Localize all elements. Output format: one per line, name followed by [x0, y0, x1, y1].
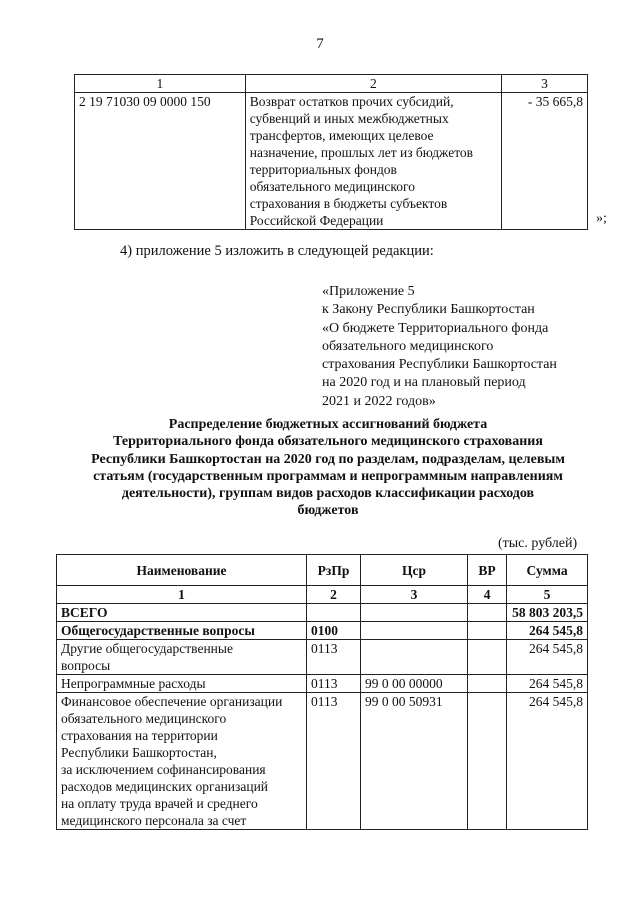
row-sum: 264 545,8: [507, 675, 588, 693]
column-number: 3: [361, 586, 468, 604]
description-line: территориальных фондов: [249, 162, 397, 177]
row-csr: [361, 640, 468, 675]
row-sum: 264 545,8: [507, 622, 588, 640]
code-description: [245, 93, 501, 230]
header-csr: Цср: [361, 555, 468, 586]
table-row: [57, 640, 588, 675]
column-number-1: 1: [75, 75, 246, 93]
row-csr: [361, 622, 468, 640]
row-name: [57, 640, 307, 675]
description-line: трансфертов, имеющих целевое: [249, 128, 434, 143]
row-name-line: на оплату труда врачей и среднего: [61, 796, 258, 811]
description-line: Российской Федерации: [249, 213, 384, 228]
continuation-table: [74, 74, 588, 230]
row-rzpr: 0113: [307, 675, 361, 693]
table-row: [57, 675, 588, 693]
row-name-line: обязательного медицинского: [61, 711, 227, 726]
amount: - 35 665,8: [502, 93, 588, 230]
row-name-line: медицинского персонала за счет: [61, 813, 247, 828]
row-vr: [468, 604, 507, 622]
page-number: 7: [316, 36, 324, 52]
header-name: Наименование: [57, 555, 307, 586]
title-line: деятельности), группам видов расходов классификации расходов: [121, 486, 535, 502]
title-line: статьям (государственным программам и непрограммным направлениям: [93, 468, 563, 484]
title-line: Республики Башкортостан на 2020 год по разделам, подразделам, целевым: [91, 451, 565, 467]
row-sum: 58 803 203,5: [507, 604, 588, 622]
row-vr: [468, 693, 507, 830]
column-number-3: 3: [502, 75, 588, 93]
appendix-line: «О бюджете Территориального фонда: [322, 320, 549, 336]
description-line: страхования в бюджеты субъектов: [249, 196, 448, 211]
row-sum: 264 545,8: [507, 640, 588, 675]
row-name: ВСЕГО: [57, 604, 307, 622]
table-row: [57, 622, 588, 640]
row-name-line: страхования на территории: [61, 728, 218, 743]
row-rzpr: 0113: [307, 640, 361, 675]
units-label: (тыс. рублей): [498, 536, 578, 551]
row-vr: [468, 622, 507, 640]
column-number: 4: [468, 586, 507, 604]
title-line: Распределение бюджетных ассигнований бюджета: [168, 417, 488, 432]
budget-allocation-table: [56, 554, 588, 830]
header-vr: ВР: [468, 555, 507, 586]
row-name: Общегосударственные вопросы: [57, 622, 307, 640]
table-row: [57, 693, 588, 830]
row-name-line: Республики Башкортостан,: [61, 745, 217, 760]
appendix-header: [322, 283, 622, 411]
row-csr: [361, 604, 468, 622]
row-csr: 99 0 00 50931: [361, 693, 468, 830]
description-line: назначение, прошлых лет из бюджетов: [249, 145, 474, 160]
header-sum: Сумма: [507, 555, 588, 586]
row-rzpr: 0113: [307, 693, 361, 830]
amendment-paragraph: 4) приложение 5 изложить в следующей редакции:: [120, 243, 434, 259]
row-vr: [468, 675, 507, 693]
row-name-line: расходов медицинских организаций: [61, 779, 269, 794]
column-number: 2: [307, 586, 361, 604]
row-name-line: за исключением софинансирования: [61, 762, 266, 777]
row-name: [57, 693, 307, 830]
row-vr: [468, 640, 507, 675]
closing-quote: »;: [596, 211, 607, 226]
column-number: 1: [57, 586, 307, 604]
title-line: бюджетов: [297, 503, 359, 519]
description-line: обязательного медицинского: [249, 179, 415, 194]
column-number: 5: [507, 586, 588, 604]
appendix-line: на 2020 год и на плановый период: [322, 375, 526, 391]
document-title: [58, 416, 598, 520]
appendix-line: обязательного медицинского: [322, 338, 494, 354]
table-row: [57, 604, 588, 622]
row-name-line: Финансовое обеспечение организации: [61, 694, 283, 709]
appendix-line: 2021 и 2022 годов»: [322, 393, 436, 409]
row-name-line: вопросы: [61, 658, 111, 673]
column-number-2: 2: [245, 75, 501, 93]
description-line: субвенций и иных межбюджетных: [249, 111, 449, 126]
row-csr: 99 0 00 00000: [361, 675, 468, 693]
header-rzpr: РзПр: [307, 555, 361, 586]
appendix-line: «Приложение 5: [322, 284, 415, 299]
title-line: Территориального фонда обязательного медицинского страхования: [113, 434, 543, 450]
row-name-line: Другие общегосударственные: [61, 641, 233, 656]
row-name: Непрограммные расходы: [57, 675, 307, 693]
row-rzpr: [307, 604, 361, 622]
appendix-line: к Закону Республики Башкортостан: [322, 302, 535, 318]
budget-code: 2 19 71030 09 0000 150: [75, 93, 246, 230]
row-rzpr: 0100: [307, 622, 361, 640]
description-line: Возврат остатков прочих субсидий,: [249, 94, 454, 109]
row-sum: 264 545,8: [507, 693, 588, 830]
appendix-line: страхования Республики Башкортостан: [322, 357, 557, 373]
